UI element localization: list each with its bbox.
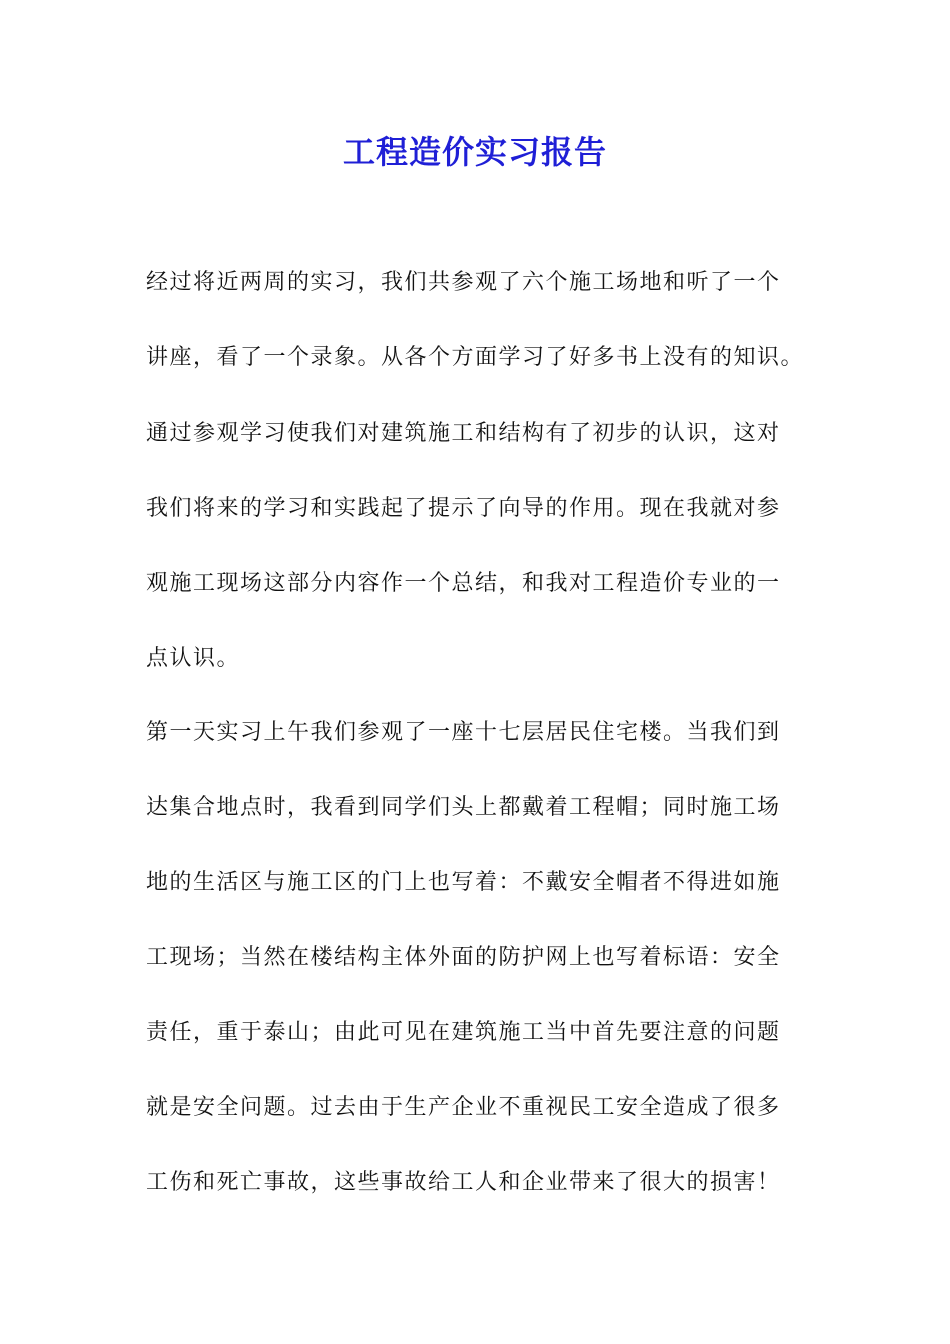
paragraph-line: 责任，重于泰山；由此可见在建筑施工当中首先要注意的问题 xyxy=(146,1020,781,1045)
paragraph-line: 我们将来的学习和实践起了提示了向导的作用。现在我就对参 xyxy=(146,496,781,521)
paragraph-line: 达集合地点时，我看到同学们头上都戴着工程帽；同时施工场 xyxy=(146,795,781,820)
paragraph-line: 通过参观学习使我们对建筑施工和结构有了初步的认识，这对 xyxy=(146,421,781,446)
paragraph-line: 就是安全问题。过去由于生产企业不重视民工安全造成了很多 xyxy=(146,1095,781,1120)
document-title: 工程造价实习报告 xyxy=(342,133,607,171)
paragraph-line: 工伤和死亡事故，这些事故给工人和企业带来了很大的损害！ xyxy=(146,1170,781,1195)
paragraph-line: 第一天实习上午我们参观了一座十七层居民住宅楼。当我们到 xyxy=(146,720,781,745)
paragraph-line: 观施工现场这部分内容作一个总结，和我对工程造价专业的一 xyxy=(146,571,781,596)
paragraph-line: 经过将近两周的实习，我们共参观了六个施工场地和听了一个 xyxy=(146,270,781,295)
paragraph-line: 工现场；当然在楼结构主体外面的防护网上也写着标语：安全 xyxy=(146,945,781,970)
paragraph-line: 讲座，看了一个录象。从各个方面学习了好多书上没有的知识。 xyxy=(146,345,805,370)
paragraph-line: 地的生活区与施工区的门上也写着：不戴安全帽者不得进如施 xyxy=(146,870,781,895)
paragraph-line: 点认识。 xyxy=(146,646,241,671)
